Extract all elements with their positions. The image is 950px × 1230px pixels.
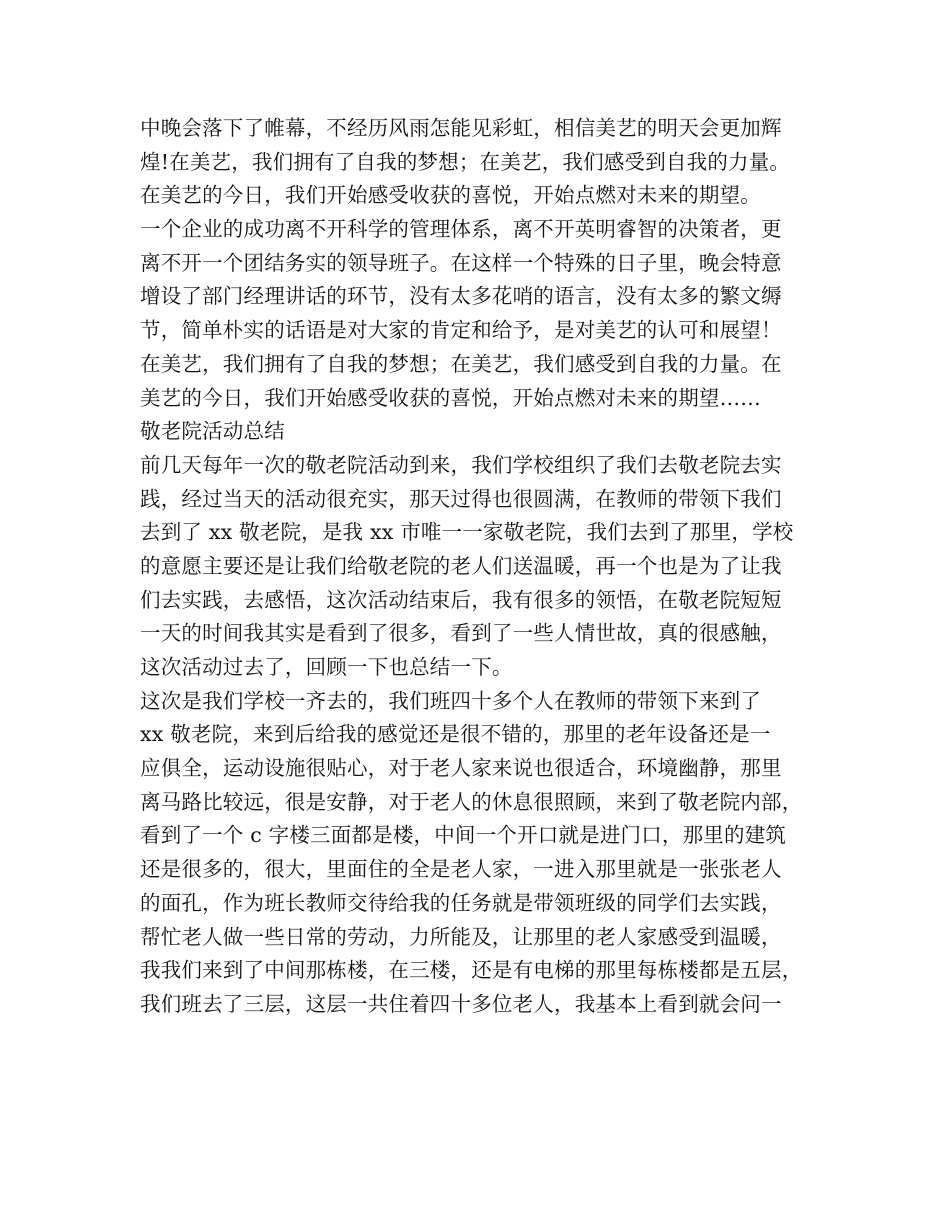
text-line: xx 敬老院，来到后给我的感觉还是很不错的，那里的老年设备还是一	[140, 722, 771, 747]
section-heading: 敬老院活动总结	[140, 419, 285, 444]
text-line: 帮忙老人做一些日常的劳动，力所能及，让那里的老人家感受到温暖，	[140, 924, 782, 949]
text-line: 增设了部门经理讲话的环节，没有太多花哨的语言，没有太多的繁文缛	[140, 284, 782, 309]
text-line: 在美艺，我们拥有了自我的梦想；在美艺，我们感受到自我的力量。在	[140, 351, 782, 376]
text-line: 还是很多的，很大，里面住的全是老人家，一进入那里就是一张张老人	[140, 857, 782, 882]
text-line: 这次活动过去了，回顾一下也总结一下。	[140, 655, 513, 679]
text-line: 中晚会落下了帷幕，不经历风雨怎能见彩虹，相信美艺的明天会更加辉	[140, 116, 782, 140]
text-line: 践，经过当天的活动很充实，那天过得也很圆满，在教师的带领下我们	[140, 486, 782, 511]
text-line: 离不开一个团结务实的领导班子。在这样一个特殊的日子里，晚会特意	[140, 250, 782, 275]
text-line: 一天的时间我其实是看到了很多，看到了一些人情世故，真的很感触，	[140, 621, 782, 646]
text-line: 一个企业的成功离不开科学的管理体系，离不开英明睿智的决策者，更	[140, 217, 782, 242]
text-line: 这次是我们学校一齐去的，我们班四十多个人在教师的带领下来到了	[140, 688, 761, 713]
text-line: 应俱全，运动设施很贴心，对于老人家来说也很适合，环境幽静，那里	[140, 756, 782, 781]
text-line: 的意愿主要还是让我们给敬老院的老人们送温暖，再一个也是为了让我	[140, 553, 782, 578]
text-line: 我们班去了三层，这层一共住着四十多位老人，我基本上看到就会问一	[140, 991, 782, 1016]
text-line: 的面孔，作为班长教师交待给我的任务就是带领班级的同学们去实践，	[140, 890, 782, 915]
text-line: 前几天每年一次的敬老院活动到来，我们学校组织了我们去敬老院去实	[140, 452, 782, 477]
text-line: 煌!在美艺，我们拥有了自我的梦想；在美艺，我们感受到自我的力量。	[140, 149, 791, 174]
text-line: 美艺的今日，我们开始感受收获的喜悦，开始点燃对未来的期望……	[140, 385, 761, 410]
text-line: 去到了 xx 敬老院，是我 xx 市唯一一家敬老院，我们去到了那里，学校	[140, 520, 794, 545]
text-line: 在美艺的今日，我们开始感受收获的喜悦，开始点燃对未来的期望。	[140, 183, 761, 208]
text-line: 看到了一个 c 字楼三面都是楼，中间一个开口就是进门口，那里的建筑	[140, 823, 787, 848]
text-line: 们去实践，去感悟，这次活动结束后，我有很多的领悟，在敬老院短短	[140, 587, 782, 612]
text-line: 节，简单朴实的话语是对大家的肯定和给予，是对美艺的认可和展望！	[140, 318, 782, 343]
document-body	[140, 112, 820, 1022]
text-line: 我我们来到了中间那栋楼，在三楼，还是有电梯的那里每栋楼都是五层，	[140, 958, 803, 983]
text-line: 离马路比较远，很是安静，对于老人的休息很照顾，来到了敬老院内部，	[140, 789, 803, 814]
